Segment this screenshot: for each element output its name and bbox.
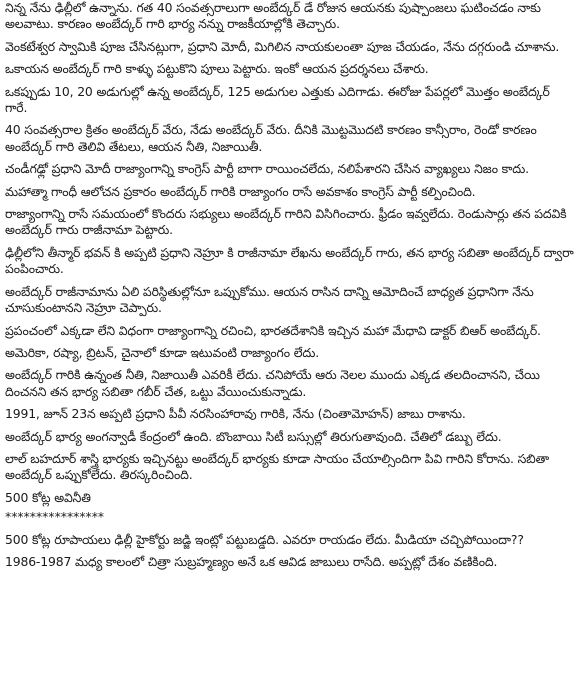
document-body: [5, 0, 575, 576]
paragraph-3: ఒకాయన అంబేద్కర్ గారి కాళ్ళు పట్టుకొని పూలు పెట్టారు. ఇంకో ఆయన ప్రదర్శనలు చేశారు.: [5, 61, 429, 77]
paragraph-4: ఒకప్పుడు 10, 20 అడుగుల్లో ఉన్న అంబేద్కర్, 125 అడుగుల ఎత్తుకు ఎదిగాడు. ఈరోజు పేపర్లలో మొత్తం అంబేద్కర్ గారే.: [5, 83, 550, 116]
paragraph-10: అంబేద్కర్ రాజీనామాను ఏలి పరిస్థితుల్లోనూ ఒప్పుకోము. ఆయన రాసిన దాన్ని ఆమోదించే బాధ్యత ప్రధానిగా నేను చూసుకుంటానని నెహ్రూ చెప్పారు.: [5, 283, 534, 316]
paragraph-18: 1986-1987 మధ్య కాలంలో చిత్రా సుబ్రహ్మణ్యం అనే ఒక ఆవిడ జాబులు రాసేది. అప్పట్లో దేశం వణికింది.: [5, 553, 498, 569]
paragraph-17: 500 కోట్ల రూపాయలు ఢిల్లీ హైకోర్టు జడ్జి ఇంట్లో పట్టుబడ్డది. ఎవరూ రాయడం లేదు. మీడియా చచ్చిపోయిందా??: [5, 531, 524, 547]
paragraph-8: రాజ్యాంగాన్ని రాసే సమయంలో కొందరు సభ్యులు అంబేద్కర్ గారిని విసిగించారు. ఫ్రీడం ఇవ్వలేదు. రెండుసార్లు తన పదవికి అంబేద్కర్ గారు రాజీనామా పెట్టారు.: [5, 206, 567, 238]
paragraph-11: ప్రపంచంలో ఎక్కడా లేని విధంగా రాజ్యాంగాన్ని రచించి, భారతదేశానికి ఇచ్చిన మహా మేధావి డాక్టర్ బిఆర్ అంబేద్కర్.: [5, 322, 541, 338]
paragraph-15: అంబేద్కర్ భార్య అంగన్వాడీ కేంద్రంలో ఉంది. బొంబాయి సిటీ బస్సుల్లో తిరుగుతావుంది. చేతిలో డబ్బు లేదు.: [5, 428, 502, 444]
paragraph-7: మహాత్మా గాంధీ ఆలోచన ప్రకారం అంబేద్కర్ గారికి రాజ్యాంగం రాసే అవకాశం కాంగ్రెస్ పార్టీ కల్పించింది.: [5, 183, 476, 199]
paragraph-9: ఢిల్లీలోని తీన్మార్ భవన్ కి అప్పటి ప్రధాని నెహ్రూ కి రాజీనామా లేఖను అంబేద్కర్ గారు, తన భార్య సబితా అంబేద్కర్ ద్వారా పంపించారు.: [5, 244, 574, 277]
paragraph-16: లాల్ బహదూర్ శాస్త్రి భార్యకు ఇచ్చినట్టు అంబేద్కర్ భార్యకు కూడా సాయం చేయాల్సిందిగా పివి గారిని కోరాను. సబితా అంబేద్కర్ ఒప్పుకోలేదు. తిరస్కరించింది.: [5, 450, 549, 483]
paragraph-2: వెంకటేశ్వర స్వామికి పూజ చేసినట్లుగా, ప్రధాని మోదీ, మిగిలిన నాయకులంతా పూజ చేయడం, నేను దగ్గరుండి చూశాను.: [5, 38, 560, 54]
paragraph-12: అమెరికా, రష్యా, బ్రిటన్, చైనాలో కూడా ఇటువంటి రాజ్యాంగం లేదు.: [5, 344, 320, 360]
section-separator: ****************: [5, 509, 105, 525]
paragraph-1: నిన్న నేను ఢిల్లీలో ఉన్నాను. గత 40 సంవత్సరాలుగా అంబేద్కర్ డే రోజున ఆయనకు పుష్పాంజలు ఘటించడం నాకు అలవాటు. కారణం అంబేద్కర్ గారి భార్య నన్ను రాజకీయాల్లోకి తెచ్చారు.: [5, 0, 541, 32]
section-heading: 500 కోట్ల అవినీతి: [5, 489, 91, 505]
paragraph-6: చండీగఢ్లో ప్రధాని మోదీ రాజ్యాంగాన్ని కాంగ్రెస్ పార్టీ బాగా రాయించలేదు, నలిపేశారని చేసిన వ్యాఖ్యలు నిజం కాదు.: [5, 161, 529, 177]
paragraph-5: 40 సంవత్సరాల క్రితం అంబేద్కర్ వేరు, నేడు అంబేద్కర్ వేరు. దీనికి మొట్టమొదటి కారణం కాన్సీరాం, రెండో కారణం అంబేద్కర్ గారి తెలివి తేటలు, ఆయన నీతి, నిజాయితీ.: [5, 122, 537, 154]
paragraph-14: 1991, జూన్ 23న అప్పటి ప్రధాని పీవీ నరసింహారావు గారికి, నేను (చింతామోహన్) జాబు రాశాను.: [5, 406, 466, 422]
paragraph-13: అంబేద్కర్ గారికి ఉన్నంత నీతి, నిజాయితీ ఎవరికీ లేదు. చనిపోయే ఆరు నెలల ముందు ఎక్కడ తలదించానని, చేయి దించనని తన భార్య సబితా గబీర్ చేత, ఒట్టు వేయించుకున్నాడు.: [5, 367, 540, 399]
